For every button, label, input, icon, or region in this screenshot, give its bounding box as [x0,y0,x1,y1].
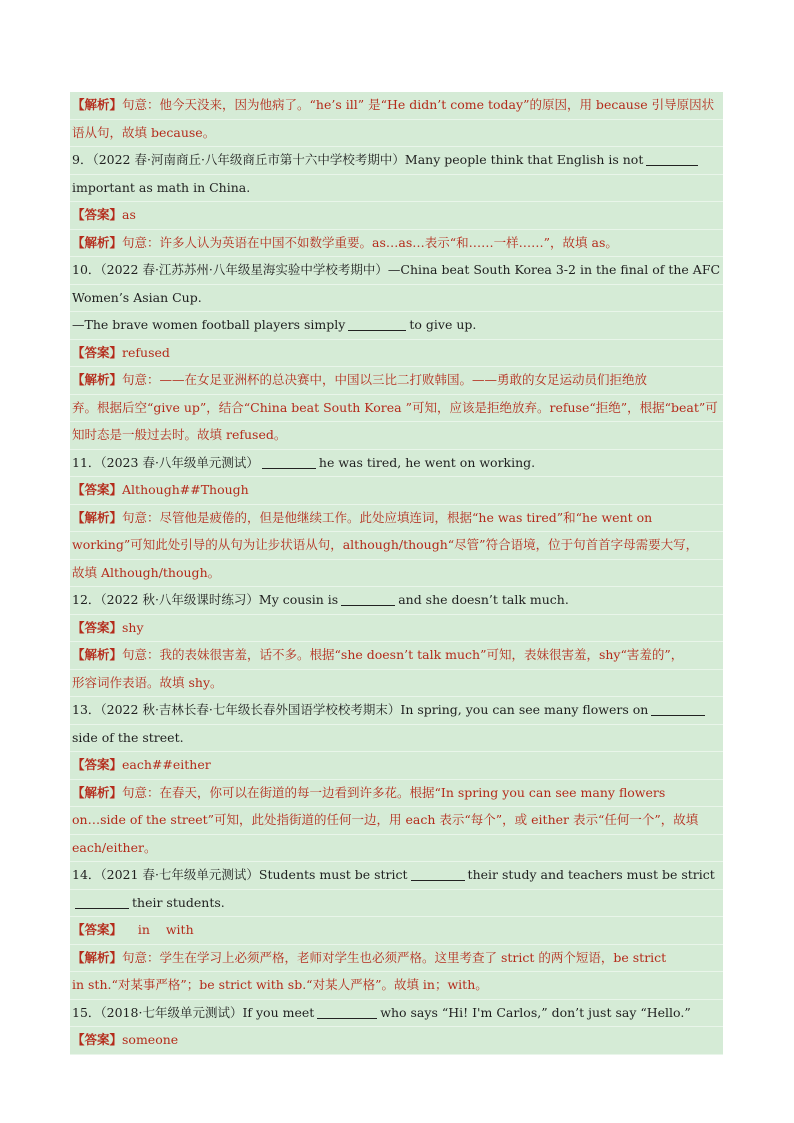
question-line [70,587,723,615]
line-text: as [122,207,136,222]
line-text: shy [122,619,144,635]
analysis-line [70,395,723,423]
answer-label: 【答案】 [72,482,123,497]
answer-line [70,477,723,505]
line-text: side of the street. [72,729,184,745]
analysis-label: 【解析】 [72,97,123,112]
analysis-line [70,945,723,973]
line-text: 12．（2022 秋·八年级课时练习）My cousin is [72,592,339,607]
line-text: 句意：在春天，你可以在街道的每一边看到许多花。根据“In spring you can see many flowers [122,784,666,800]
question-line [70,725,723,753]
answer-blank[interactable] [651,701,705,716]
analysis-line [70,642,723,670]
analysis-line [70,230,723,258]
answer-label: 【答案】 [72,1032,123,1047]
line-text: each##either [122,757,211,772]
answer-line [70,340,723,368]
question-line [70,285,723,313]
analysis-label: 【解析】 [72,647,123,662]
analysis-line [70,807,723,835]
line-text: 句意：——在女足亚洲杯的总决赛中，中国以三比二打败韩国。——勇敢的女足运动员们拒绝放 [122,372,648,387]
answer-label: 【答案】 [72,207,123,222]
line-text: working”可知此处引导的从句为让步状语从句，although/though“尽管”符合语境，位于句首首字母需要大写， [72,537,699,552]
question-line [70,862,723,890]
answer-blank[interactable] [262,454,316,469]
line-text: 10．（2022 春·江苏苏州·八年级星海实验中学校考期中）—China beat South Korea 3-2 in the final of the AFC [72,262,721,277]
line-text: 11．（2023 春·八年级单元测试） [72,454,259,470]
question-line [70,147,723,175]
line-text-after-blank: and she doesn’t talk much. [398,592,569,607]
question-line [70,257,723,285]
analysis-label: 【解析】 [72,372,123,387]
line-text: —The brave women football players simply [72,317,346,332]
analysis-line [70,780,723,808]
line-text: 句意：学生在学习上必须严格，老师对学生也必须严格。这里考查了 strict 的两个短语，be strict [122,949,667,965]
question-line [70,175,723,203]
analysis-line [70,505,723,533]
analysis-label: 【解析】 [72,784,123,800]
answer-line [70,917,723,945]
analysis-line [70,367,723,395]
line-text: 句意：他今天没来，因为他病了。“he’s ill” 是“He didn’t come today”的原因，用 because 引导原因状 [122,97,715,112]
line-text-after-blank: who says “Hi! I'm Carlos,” don’t just say “Hello.” [380,1004,691,1020]
answer-blank[interactable] [341,591,395,606]
line-text: 句意：尽管他是疲倦的，但是他继续工作。此处应填连词，根据“he was tired”和“he went on [122,509,653,525]
analysis-line [70,670,723,698]
analysis-line [70,120,723,148]
answer-line [70,615,723,643]
worksheet [70,92,723,1055]
line-text: in with [122,922,194,937]
question-line [70,890,723,918]
answer-label: 【答案】 [72,757,123,772]
line-text: 知时态是一般过去时。故填 refused。 [72,427,287,442]
answer-line [70,202,723,230]
line-text: Although##Though [122,482,249,497]
line-text: Women’s Asian Cup. [72,289,202,305]
answer-label: 【答案】 [72,619,123,635]
analysis-line [70,422,723,450]
answer-label: 【答案】 [72,344,123,360]
analysis-label: 【解析】 [72,234,123,250]
analysis-label: 【解析】 [72,509,123,525]
answer-blank[interactable] [646,151,698,166]
line-text: on…side of the street”可知，此处指街道的任何一边，用 each 表示“每个”，或 either 表示“任何一个”，故填 [72,812,699,827]
line-text-after-blank: their students. [132,894,225,910]
question-line [70,450,723,478]
analysis-line [70,972,723,1000]
line-text: 形容词作表语。故填 shy。 [72,674,223,690]
line-text-after-blank: their study and teachers must be strict [467,867,715,882]
line-text: 15．（2018·七年级单元测试）If you meet [72,1004,315,1020]
line-text: 句意：许多人认为英语在中国不如数学重要。as…as…表示“和……一样……”，故填 as。 [122,234,618,250]
question-line [70,312,723,340]
line-text: someone [122,1032,179,1047]
answer-blank[interactable] [348,316,406,331]
line-text: 9．（2022 春·河南商丘·八年级商丘市第十六中学校考期中）Many people think that English is not [72,152,644,167]
line-text: important as math in China. [72,179,251,195]
analysis-line [70,835,723,863]
analysis-label: 【解析】 [72,949,123,965]
line-text: 句意：我的表妹很害羞，话不多。根据“she doesn’t talk much”可知，表妹很害羞，shy“害羞的”， [122,647,684,662]
analysis-line [70,560,723,588]
line-text-after-blank: to give up. [409,317,477,332]
line-text: refused [122,344,170,360]
line-text: 14．（2021 春·七年级单元测试）Students must be strict [72,867,408,882]
analysis-line [70,532,723,560]
answer-blank[interactable] [75,894,129,909]
line-text: 语从句，故填 because。 [72,124,216,140]
line-text-after-blank: he was tired, he went on working. [318,454,536,470]
line-text: each/either。 [72,839,157,855]
line-text: in sth.“对某事严格”；be strict with sb.“对某人严格”。故填 in；with。 [72,977,488,992]
line-text: 故填 Although/though。 [72,564,221,580]
question-line [70,697,723,725]
answer-blank[interactable] [317,1004,377,1019]
answer-blank[interactable] [411,866,465,881]
question-line [70,1000,723,1028]
answer-line [70,1027,723,1055]
line-text: 弃。根据后空“give up”，结合“China beat South Korea ”可知，应该是拒绝放弃。refuse“拒绝”，根据“beat”可 [72,399,718,415]
answer-line [70,752,723,780]
analysis-line [70,92,723,120]
line-text: 13．（2022 秋·吉林长春·七年级长春外国语学校校考期末）In spring, you can see many flowers on [72,702,649,717]
answer-label: 【答案】 [72,922,123,937]
